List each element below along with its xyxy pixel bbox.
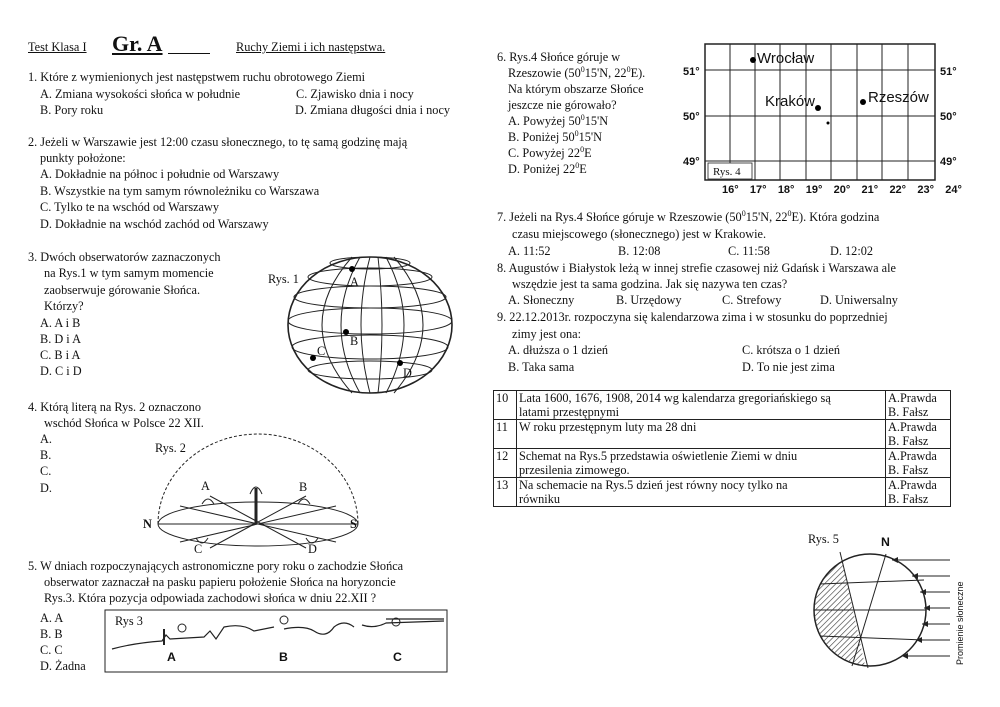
q3-line3: zaobserwuje górowanie Słońca.: [44, 283, 201, 297]
tf-num: 11: [494, 420, 517, 449]
q6-option-b[interactable]: B. Poniżej $50^015'N$: [508, 128, 603, 144]
rys5-rays-label: Promienie słoneczne: [955, 581, 965, 665]
q1-option-d[interactable]: D. Zmiana długości dnia i nocy: [295, 103, 451, 117]
q8-option-b[interactable]: B. Urzędowy: [616, 293, 682, 307]
q7-option-a[interactable]: A. 11:52: [508, 244, 551, 258]
true-false-table: [493, 390, 951, 507]
map-city-krakow: Kraków: [765, 93, 816, 110]
q2-option-d[interactable]: D. Dokładnie na wschód zachód od Warszawy: [40, 217, 269, 231]
rys5-label: Rys. 5: [808, 532, 839, 546]
q4-line1: 4. Którą literą na Rys. 2 oznaczono: [28, 400, 201, 414]
q8-option-a[interactable]: A. Słoneczny: [508, 293, 575, 307]
q8-option-c[interactable]: C. Strefowy: [722, 293, 782, 307]
table-row: [494, 449, 951, 478]
q7-option-d[interactable]: D. 12:02: [830, 244, 874, 258]
q4-option-d[interactable]: D.: [40, 481, 52, 495]
rys3-label-b: B: [279, 650, 288, 664]
map-lat-49-right: 49°: [940, 156, 957, 168]
test-class-label: Test Klasa I: [28, 40, 87, 54]
q7-option-b[interactable]: B. 12:08: [618, 244, 661, 258]
q5-option-a[interactable]: A. A: [40, 611, 64, 625]
header: [28, 40, 87, 54]
q3-option-b[interactable]: B. D i A: [40, 332, 81, 346]
q6-option-c[interactable]: C. Powyżej $22^0E$: [508, 144, 592, 160]
rys2-north: N: [143, 517, 152, 531]
map-city-wroclaw: Wrocław: [757, 50, 815, 67]
q2-option-c[interactable]: C. Tylko te na wschód od Warszawy: [40, 200, 220, 214]
tf-answers[interactable]: A.Prawda B. Fałsz: [886, 449, 951, 478]
q3-option-d[interactable]: D. C i D: [40, 364, 82, 378]
q6-option-a[interactable]: A. Powyżej $50^015'N$: [508, 112, 609, 128]
q1-option-b[interactable]: B. Pory roku: [40, 103, 104, 117]
rys2-label: Rys. 2: [155, 441, 186, 455]
rys5-earth: [800, 540, 970, 670]
q5-line2: obserwator zaznaczał na pasku papieru położenie Słońca na horyzoncie: [44, 575, 396, 589]
q7-line2: czasu miejscowego (słonecznego) jest w Krakowie.: [512, 227, 767, 241]
rys1-point-c: [310, 355, 316, 361]
q5-line3: Rys.3. Która pozycja odpowiada zachodowi słońca w dniu 22.XII ?: [44, 591, 377, 605]
map-lon-labels: 16° 17° 18° 19° 20° 21° 22° 23° 24°: [722, 184, 962, 196]
q3-option-c[interactable]: C. B i A: [40, 348, 81, 362]
rys2-label-d: D: [308, 542, 317, 556]
tf-question: W roku przestępnym luty ma 28 dni: [517, 420, 886, 449]
q1-text: 1. Które z wymienionych jest następstwem ruchu obrotowego Ziemi: [28, 70, 366, 84]
q5-line1: 5. W dniach rozpoczynających astronomiczne pory roku o zachodzie Słońca: [28, 559, 404, 573]
q6-line4: jeszcze nie górowało?: [508, 98, 617, 112]
rys1-label: Rys. 1: [268, 272, 299, 286]
rys2-label-b: B: [299, 480, 308, 494]
q8-option-d[interactable]: D. Uniwersalny: [820, 293, 898, 307]
rys2-diagram: [150, 430, 360, 560]
q2-line2: punkty położone:: [40, 151, 126, 165]
q9-option-d[interactable]: D. To nie jest zima: [742, 360, 835, 374]
rys4-label: Rys. 4: [713, 166, 741, 178]
tf-question: Na schemacie na Rys.5 dzień jest równy nocy tylko na równiku: [517, 478, 886, 507]
table-row: [494, 420, 951, 449]
q2-line1: 2. Jeżeli w Warszawie jest 12:00 czasu słonecznego, to tę samą godzinę mają: [28, 135, 408, 149]
q8-line1: 8. Augustów i Białystok leżą w innej strefie czasowej niż Gdańsk i Warszawa ale: [497, 261, 896, 275]
q5-option-c[interactable]: C. C: [40, 643, 63, 657]
tf-question: Schemat na Rys.5 przedstawia oświetlenie Ziemi w dniu przesilenia zimowego.: [517, 449, 886, 478]
q3-line1: 3. Dwóch obserwatorów zaznaczonych: [28, 250, 221, 264]
q9-option-a[interactable]: A. dłuższa o 1 dzień: [508, 343, 609, 357]
q7-line1: 7. Jeżeli na Rys.4 Słońce góruje w Rzeszowie ($50^015'N$, $22^0E$). Która godzina: [497, 208, 880, 224]
rys3-label: Rys 3: [115, 614, 143, 628]
map-lat-50-left: 50°: [683, 111, 700, 123]
rys3-label-c: C: [393, 650, 402, 664]
q2-option-a[interactable]: A. Dokładnie na północ i południe od Warszawy: [40, 167, 280, 181]
rys1-point-a: [349, 266, 355, 272]
q9-option-b[interactable]: B. Taka sama: [508, 360, 575, 374]
q3-option-a[interactable]: A. A i B: [40, 316, 81, 330]
q1-option-c[interactable]: C. Zjawisko dnia i nocy: [296, 87, 414, 101]
header-underline: [168, 53, 210, 54]
q9-line2: zimy jest ona:: [512, 327, 581, 341]
rys5-north: N: [881, 535, 890, 549]
q4-option-b[interactable]: B.: [40, 448, 52, 462]
table-row: [494, 478, 951, 507]
q6-option-d[interactable]: D. Poniżej $22^0E$: [508, 160, 587, 176]
rys1-point-b: [343, 329, 349, 335]
rys1-label-a: A: [350, 275, 359, 289]
q4-line2: wschód Słońca w Polsce 22 XII.: [44, 416, 204, 430]
q4-option-c[interactable]: C.: [40, 464, 52, 478]
topic-title: Ruchy Ziemi i ich następstwa.: [236, 40, 386, 54]
rys2-label-a: A: [201, 479, 210, 493]
q6-line2: Rzeszowie ($50^015'N$, $22^0E$).: [508, 64, 646, 80]
q9-line1: 9. 22.12.2013r. rozpoczyna się kalendarzowa zima i w stosunku do poprzedniej: [497, 310, 888, 324]
tf-answers[interactable]: A.Prawda B. Fałsz: [886, 420, 951, 449]
q6-line3: Na którym obszarze Słońce: [508, 82, 644, 96]
rys1-label-c: C: [317, 344, 326, 358]
rys2-south: S: [350, 517, 357, 531]
tf-question: Lata 1600, 1676, 1908, 2014 wg kalendarza gregoriańskiego są latami przestępnymi: [517, 391, 886, 420]
rys2-label-c: C: [194, 542, 203, 556]
q3-line4: Którzy?: [44, 299, 84, 313]
q5-option-b[interactable]: B. B: [40, 627, 63, 641]
map-lat-50-right: 50°: [940, 111, 957, 123]
tf-num: 10: [494, 391, 517, 420]
map-lat-51-right: 51°: [940, 66, 957, 78]
q6-line1: 6. Rys.4 Słońce góruje w: [497, 50, 621, 64]
map-city-rzeszow: Rzeszów: [868, 89, 929, 106]
map-lat-51-left: 51°: [683, 66, 700, 78]
tf-num: 13: [494, 478, 517, 507]
q9-option-c[interactable]: C. krótsza o 1 dzień: [742, 343, 841, 357]
q2-option-b[interactable]: B. Wszystkie na tym samym równoleżniku co Warszawa: [40, 184, 320, 198]
q3-line2: na Rys.1 w tym samym momencie: [44, 266, 214, 280]
group-label: Gr. A: [112, 31, 163, 56]
tf-answers[interactable]: A.Prawda B. Fałsz: [886, 478, 951, 507]
tf-num: 12: [494, 449, 517, 478]
q8-line2: wszędzie jest ta sama godzina. Jak się nazywa ten czas?: [512, 277, 788, 291]
map-lat-49-left: 49°: [683, 156, 700, 168]
tf-answers[interactable]: A.Prawda B. Fałsz: [886, 391, 951, 420]
rys1-label-b: B: [350, 334, 359, 348]
q7-option-c[interactable]: C. 11:58: [728, 244, 770, 258]
rys1-label-d: D: [403, 366, 412, 380]
q5-option-d[interactable]: D. Żadna: [40, 659, 86, 673]
table-row: [494, 391, 951, 420]
q4-option-a[interactable]: A.: [40, 432, 52, 446]
rys1-globe: [282, 255, 462, 395]
rys3-label-a: A: [167, 650, 176, 664]
q1-option-a[interactable]: A. Zmiana wysokości słońca w południe: [40, 87, 241, 101]
